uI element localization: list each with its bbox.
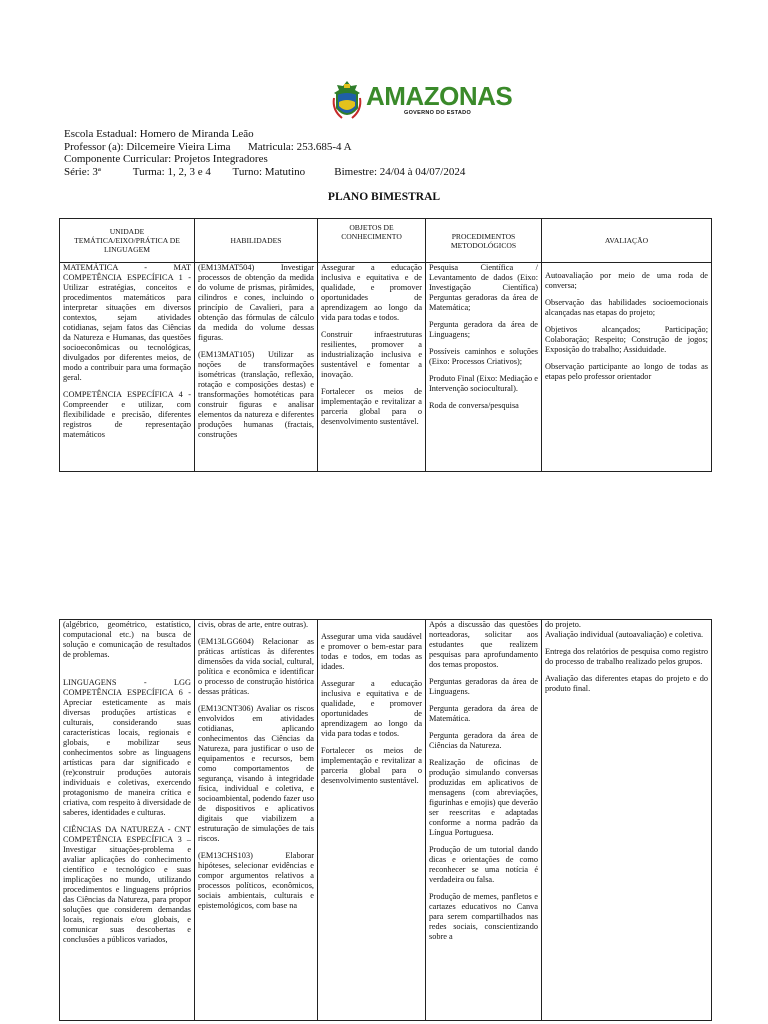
component-line: Componente Curricular: Projetos Integradores xyxy=(64,153,268,165)
procedimento-text: Perguntas geradoras da área de Linguagens. xyxy=(429,677,538,696)
table-row xyxy=(60,620,712,1021)
habilidade-text: (EM13LGG604) Relacionar as práticas artísticas às diferentes dimensões da vida social, cultural, política e econômica e identificar o processo de construção histórica dessas práticas. xyxy=(198,637,314,696)
unidade-text: CIÊNCIAS DA NATUREZA - CNT COMPETÊNCIA ESPECÍFICA 3 – Investigar situações-problema e avaliar aplicações do conhecimento científico e tecnológico e suas implicações no mundo, utilizando procedimentos e linguagens próprios das Ciências da Natureza, para propor soluções que considerem demandas locais, regionais e/ou globais, e comunicar suas descobertas e conclusões a públicos variados, xyxy=(63,825,191,944)
habilidade-text: civis, obras de arte, entre outras). xyxy=(198,620,309,629)
class-info-line xyxy=(64,166,465,179)
procedimento-text: Produção de um tutorial dando dicas e orientações de como reconhecer se uma notícia é verdadeira ou falsa. xyxy=(429,845,538,884)
procedimento-text: Possíveis caminhos e soluções (Eixo: Processos Criativos); xyxy=(429,347,538,366)
objeto-text: Fortalecer os meios de implementação e revitalizar a parceria global para o desenvolvimento sustentável. xyxy=(321,746,422,785)
procedimento-text: Pergunta geradora da área de Linguagens; xyxy=(429,320,538,339)
procedimento-text: Pergunta geradora da área de Ciências da Natureza. xyxy=(429,731,538,750)
habilidade-text: (EM13MAT504) Investigar processos de obtenção da medida do volume de prismas, pirâmides, cilindros e cones, incluindo o princípio de Cavalieri, para a obtenção das fórmulas de cálculo da medida do volume dessas figuras. xyxy=(198,263,314,342)
procedimento-text: Realização de oficinas de produção simulando conversas produzidas em aplicativos de mensagens (com abreviações, figurinhas e emojis) que deverão ser reescritas e adaptadas conforme a norma padrão da Língua Portuguesa. xyxy=(429,758,538,837)
avaliacao-text: Objetivos alcançados; Participação; Colaboração; Respeito; Construção de jogos; Exposição do trabalho; Assiduidade. xyxy=(545,325,708,354)
procedimento-text: Após a discussão das questões norteadoras, solicitar aos estudantes que realizem pesquisas para aprofundamento dos temas propostos. xyxy=(429,620,538,669)
shift-info: Turno: Matutino xyxy=(232,165,306,178)
procedimento-text: Produto Final (Eixo: Mediação e Intervenção sociocultural). xyxy=(429,374,538,393)
cell-procedimentos xyxy=(426,620,542,1021)
grade-info: Série: 3ª xyxy=(64,165,101,178)
habilidade-text: (EM13MAT105) Utilizar as noções de transformações isométricas (translação, reflexão, rotação e composições destas) e transformações homotéticas para construir figuras e analisar elementos da natureza e diferentes produções humanas (fractais, construções xyxy=(198,350,314,439)
classes-info: Turma: 1, 2, 3 e 4 xyxy=(132,165,211,178)
amazonas-state-crest-icon xyxy=(330,80,364,122)
habilidade-text: (EM13CHS103) Elaborar hipóteses, selecionar evidências e compor argumentos relativos a processos políticos, econômicos, sociais ambientais, culturais e epistemológicos, com base na xyxy=(198,851,314,910)
habilidade-text: (EM13CNT306) Avaliar os riscos envolvidos em atividades cotidianas, aplicando conhecimentos das Ciências da Natureza, para justificar o uso de equipamentos e recursos, bem como comportamentos de segurança, visando à integridade física, individual e coletiva, e socioambiental, podendo fazer uso de dispositivos e aplicativos digitais que viabilizem a estruturação de simulações de tais riscos. xyxy=(198,704,314,843)
cell-objetos xyxy=(318,620,426,1021)
cell-avaliacao xyxy=(542,263,712,472)
unidade-text: COMPETÊNCIA ESPECÍFICA 4 - Compreender e utilizar, com flexibilidade e precisão, diferentes registros de representação matemáticos xyxy=(63,390,191,439)
cell-unidade xyxy=(60,620,195,1021)
plan-table-page-2 xyxy=(59,619,712,1021)
procedimento-text: Pergunta geradora da área de Matemática. xyxy=(429,704,538,723)
avaliacao-text: Autoavaliação por meio de uma roda de conversa; xyxy=(545,271,708,290)
header-objetos: OBJETOS DE CONHECIMENTO xyxy=(318,219,426,263)
avaliacao-text: Entrega dos relatórios de pesquisa como registro do processo de trabalho realizado pelos grupos. xyxy=(545,647,708,666)
header-avaliacao: AVALIAÇÃO xyxy=(542,219,712,263)
avaliacao-text: Avaliação das diferentes etapas do projeto e do produto final. xyxy=(545,674,708,693)
cell-habilidades xyxy=(195,263,318,472)
cell-unidade xyxy=(60,263,195,472)
unidade-text: MATEMÁTICA - MAT COMPETÊNCIA ESPECÍFICA 1 - Utilizar estratégias, conceitos e procedimentos matemáticos para interpretar situações em diversos contextos, sejam atividades cotidianas, sejam fatos das Ciências da Natureza e Humanas, das questões socioeconômicas ou tecnológicas, divulgados por diferentes meios, de modo a contribuir para uma formação geral. xyxy=(63,263,191,382)
avaliacao-text: Avaliação individual (autoavaliação) e coletiva. xyxy=(545,630,704,639)
avaliacao-text: do projeto. xyxy=(545,620,581,629)
logo-wordmark: AMAZONAS xyxy=(366,81,513,111)
objeto-text: Assegurar uma vida saudável e promover o bem-estar para todas e todos, em todas as idades. xyxy=(321,632,422,671)
cell-procedimentos xyxy=(426,263,542,472)
table-header-row xyxy=(60,219,712,263)
document-header xyxy=(64,128,465,178)
header-unidade: UNIDADE TEMÁTICA/EIXO/PRÁTICA DE LINGUAGEM xyxy=(60,219,195,263)
document-title: PLANO BIMESTRAL xyxy=(327,191,441,203)
objeto-text: Construir infraestruturas resilientes, promover a industrialização inclusiva e sustentável e fomentar a inovação. xyxy=(321,330,422,379)
amazonas-logo xyxy=(330,80,513,122)
objeto-text: Assegurar a educação inclusiva e equitativa e de qualidade, e promover oportunidades de aprendizagem ao longo da vida para todas e todos. xyxy=(321,263,422,322)
avaliacao-text: Observação participante ao longo de todas as etapas pelo professor orientador xyxy=(545,362,708,381)
header-habilidades: HABILIDADES xyxy=(195,219,318,263)
table-row xyxy=(60,263,712,472)
objeto-text: Assegurar a educação inclusiva e equitativa e de qualidade, e promover oportunidades de aprendizagem ao longo da vida para todas e todos. xyxy=(321,679,422,738)
teacher-name: Professor (a): Dilcemeire Vieira Lima xyxy=(64,140,231,153)
avaliacao-text: Observação das habilidades socioemocionais alcançadas nas etapas do projeto; xyxy=(545,298,708,317)
teacher-line xyxy=(64,141,465,154)
unidade-text: LINGUAGENS - LGG COMPETÊNCIA ESPECÍFICA 6 - Apreciar esteticamente as mais diversas produções artísticas e culturais, considerando suas características locais, regionais e globais, e mobilizar seus conhecimentos sobre as linguagens artísticas para dar significado e (re)construir produções autorais individuais e coletivas, exercendo protagonismo de maneira crítica e criativa, com respeito à diversidade de saberes, identidades e culturas. xyxy=(63,678,191,817)
procedimento-text: Pesquisa Científica / Levantamento de dados (Eixo: Investigação Científica) Perguntas geradoras da área de Matemática; xyxy=(429,263,538,312)
unidade-text: (algébrico, geométrico, estatístico, computacional etc.) na busca de solução e comunicação de resultados de problemas. xyxy=(63,620,191,659)
procedimento-text: Roda de conversa/pesquisa xyxy=(429,401,519,410)
registration-number: Matricula: 253.685-4 A xyxy=(248,140,352,153)
procedimento-text: Produção de memes, panfletos e cartazes educativos no Canva para serem compartilhados nas redes sociais, conscientizando sobre a xyxy=(429,892,538,941)
cell-objetos xyxy=(318,263,426,472)
objeto-text: Fortalecer os meios de implementação e revitalizar a parceria global para o desenvolvimento sustentável. xyxy=(321,387,422,426)
cell-habilidades xyxy=(195,620,318,1021)
plan-table-page-1 xyxy=(59,218,712,472)
logo-subtitle: GOVERNO DO ESTADO xyxy=(404,110,472,116)
period-info: Bimestre: 24/04 à 04/07/2024 xyxy=(334,165,466,178)
header-procedimentos: PROCEDIMENTOS METODOLÓGICOS xyxy=(426,219,542,263)
school-line: Escola Estadual: Homero de Miranda Leão xyxy=(64,128,254,140)
cell-avaliacao xyxy=(542,620,712,1021)
